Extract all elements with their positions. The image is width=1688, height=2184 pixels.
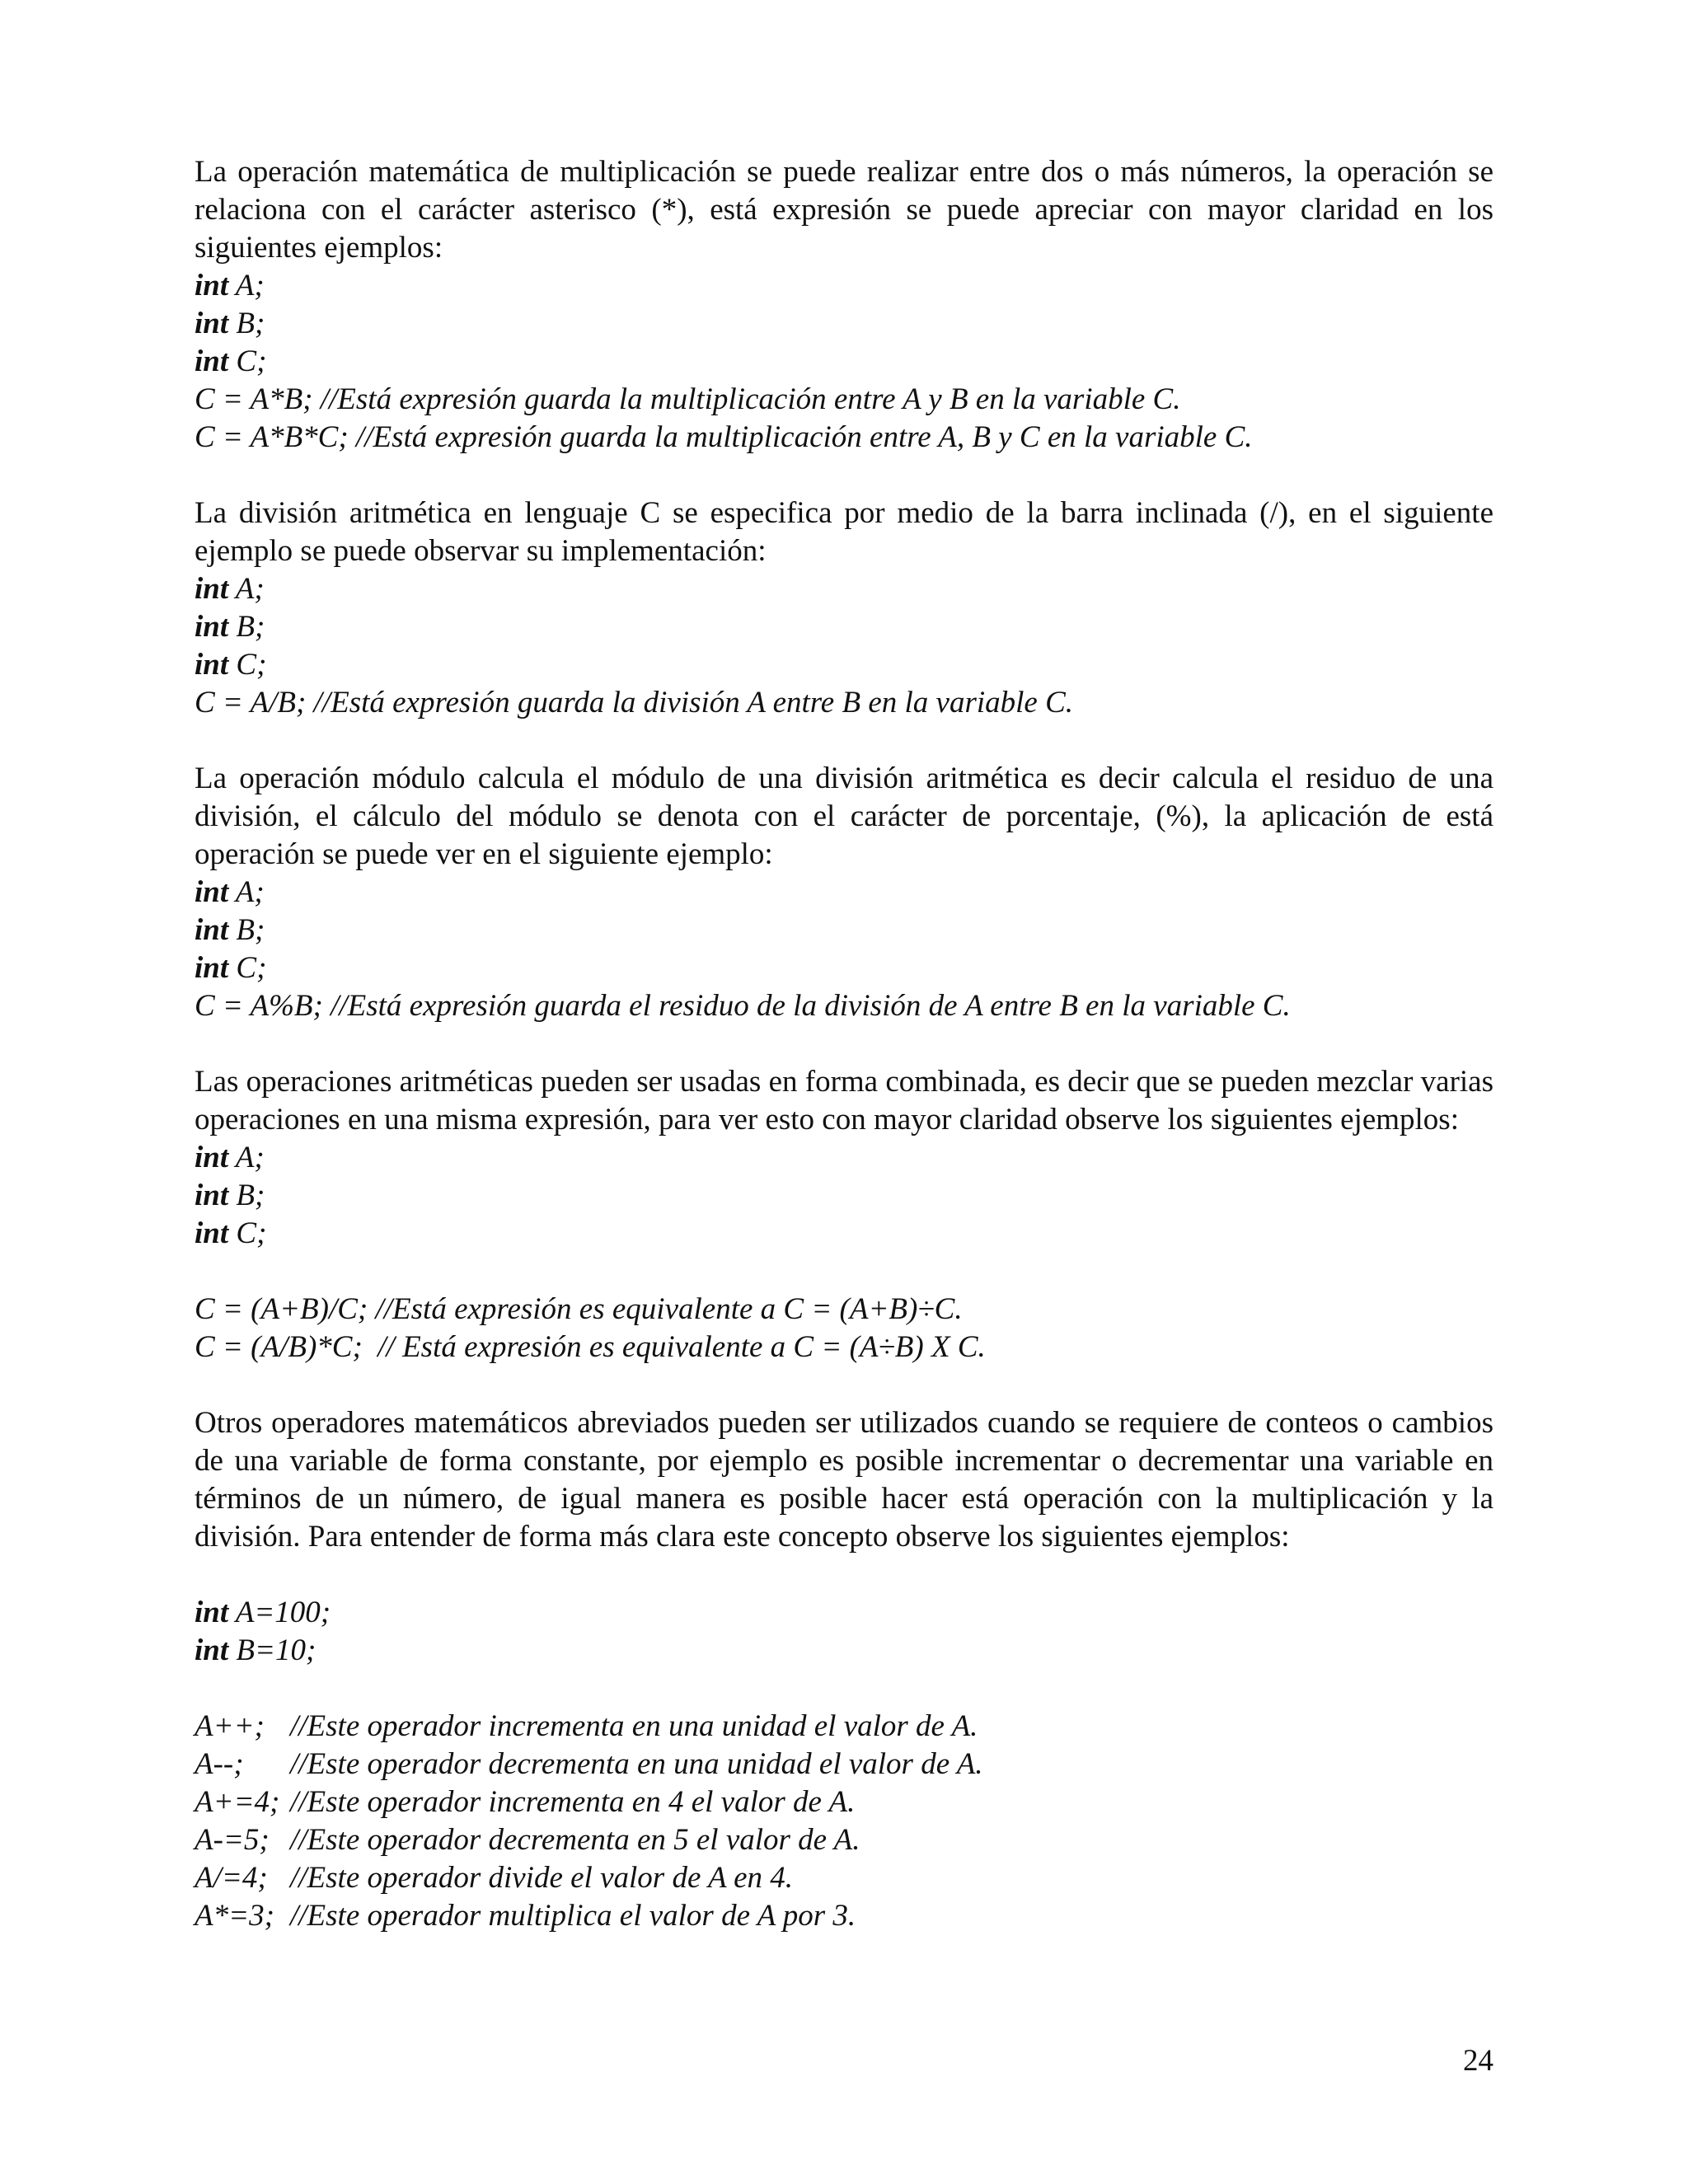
spacer [195, 1670, 1493, 1708]
decl-text: C; [228, 951, 267, 985]
page-number: 24 [1463, 2044, 1493, 2078]
keyword-int: int [195, 1633, 229, 1667]
operator-line [195, 1783, 1493, 1821]
decl-text: C; [228, 344, 267, 378]
keyword-int: int [195, 951, 229, 985]
code-decl-a [195, 570, 1493, 608]
operator-comment: //Este operador decrementa en una unidad el valor de A. [290, 1747, 983, 1781]
operator-line [195, 1897, 1493, 1935]
operator-comment: //Este operador divide el valor de A en 4. [290, 1861, 794, 1895]
paragraph-modulo: La operación módulo calcula el módulo de una división aritmética es decir calcula el residuo de una división, el cálculo del módulo se denota con el carácter de porcentaje, (%), la aplicación de está operación se puede ver en el siguiente ejemplo: [195, 762, 1493, 871]
code-decl-a [195, 267, 1493, 305]
operator-code: A*=3; [195, 1899, 274, 1933]
keyword-int: int [195, 307, 229, 340]
code-line: C = (A+B)/C; //Está expresión es equivalente a C = (A+B)÷C. [195, 1292, 963, 1326]
keyword-int: int [195, 610, 229, 644]
operator-code: A+=4; [195, 1785, 280, 1819]
spacer [195, 457, 1493, 494]
code-decl-a [195, 874, 1493, 912]
code-decl-b [195, 1632, 1493, 1670]
decl-text: B; [228, 307, 265, 340]
code-decl-b [195, 608, 1493, 646]
operator-line [195, 1821, 1493, 1859]
spacer [195, 1556, 1493, 1594]
operator-line [195, 1708, 1493, 1746]
code-decl-b [195, 912, 1493, 949]
keyword-int: int [195, 1596, 229, 1629]
code-line: C = A%B; //Está expresión guarda el residuo de la división de A entre B en la variable C. [195, 989, 1291, 1023]
code-decl-c [195, 1215, 1493, 1253]
code-decl-c [195, 343, 1493, 381]
decl-text: A=100; [228, 1596, 331, 1629]
operator-code: A-=5; [195, 1823, 270, 1857]
operator-code: A++; [195, 1709, 265, 1743]
code-decl-c [195, 646, 1493, 684]
keyword-int: int [195, 269, 229, 302]
keyword-int: int [195, 648, 229, 682]
keyword-int: int [195, 1141, 229, 1174]
operator-line [195, 1746, 1493, 1783]
keyword-int: int [195, 572, 229, 606]
code-decl-c [195, 949, 1493, 987]
keyword-int: int [195, 1216, 229, 1250]
paragraph-abbreviated: Otros operadores matemáticos abreviados pueden ser utilizados cuando se requiere de conteos o cambios de una variable de forma constante, por ejemplo es posible incrementar o decrementar una variable en términos de un número, de igual manera es posible hacer está operación con la multiplicación y la división. Para entender de forma más clara este concepto observe los siguientes ejemplos: [195, 1406, 1493, 1554]
operator-comment: //Este operador decrementa en 5 el valor de A. [290, 1823, 860, 1857]
operator-code: A/=4; [195, 1861, 268, 1895]
operator-comment: //Este operador multiplica el valor de A por 3. [290, 1899, 856, 1933]
code-decl-b [195, 305, 1493, 343]
code-line: C = A*B*C; //Está expresión guarda la multiplicación entre A, B y C en la variable C. [195, 420, 1253, 454]
code-decl-b [195, 1177, 1493, 1215]
decl-text: B; [228, 610, 265, 644]
paragraph-division: La división aritmética en lenguaje C se especifica por medio de la barra inclinada (/), en el siguiente ejemplo se puede observar su implementación: [195, 496, 1493, 568]
decl-text: B; [228, 1179, 265, 1212]
spacer [195, 1366, 1493, 1404]
decl-text: C; [228, 648, 267, 682]
operator-comment: //Este operador incrementa en 4 el valor de A. [290, 1785, 856, 1819]
decl-text: A; [228, 1141, 265, 1174]
code-line: C = A/B; //Está expresión guarda la división A entre B en la variable C. [195, 686, 1074, 719]
operator-code: A--; [195, 1747, 244, 1781]
decl-text: A; [228, 875, 265, 909]
paragraph-multiplication: La operación matemática de multiplicación se puede realizar entre dos o más números, la operación se relaciona con el carácter asterisco (*), está expresión se puede apreciar con mayor claridad en los siguientes ejemplos: [195, 155, 1493, 265]
operator-line [195, 1859, 1493, 1897]
decl-text: A; [228, 572, 265, 606]
spacer [195, 722, 1493, 760]
spacer [195, 1025, 1493, 1063]
code-decl-a [195, 1594, 1493, 1632]
code-line: C = A*B; //Está expresión guarda la multiplicación entre A y B en la variable C. [195, 382, 1181, 416]
code-decl-a [195, 1139, 1493, 1177]
keyword-int: int [195, 913, 229, 947]
operator-comment: //Este operador incrementa en una unidad el valor de A. [290, 1709, 978, 1743]
decl-text: C; [228, 1216, 267, 1250]
page-content [195, 153, 1493, 1935]
paragraph-combined: Las operaciones aritméticas pueden ser usadas en forma combinada, es decir que se pueden mezclar varias operaciones en una misma expresión, para ver esto con mayor claridad observe los siguientes ejemplos: [195, 1065, 1493, 1137]
keyword-int: int [195, 344, 229, 378]
keyword-int: int [195, 1179, 229, 1212]
keyword-int: int [195, 875, 229, 909]
spacer [195, 1253, 1493, 1291]
decl-text: B=10; [228, 1633, 316, 1667]
decl-text: A; [228, 269, 265, 302]
decl-text: B; [228, 913, 265, 947]
code-line: C = (A/B)*C; // Está expresión es equivalente a C = (A÷B) X C. [195, 1330, 986, 1364]
